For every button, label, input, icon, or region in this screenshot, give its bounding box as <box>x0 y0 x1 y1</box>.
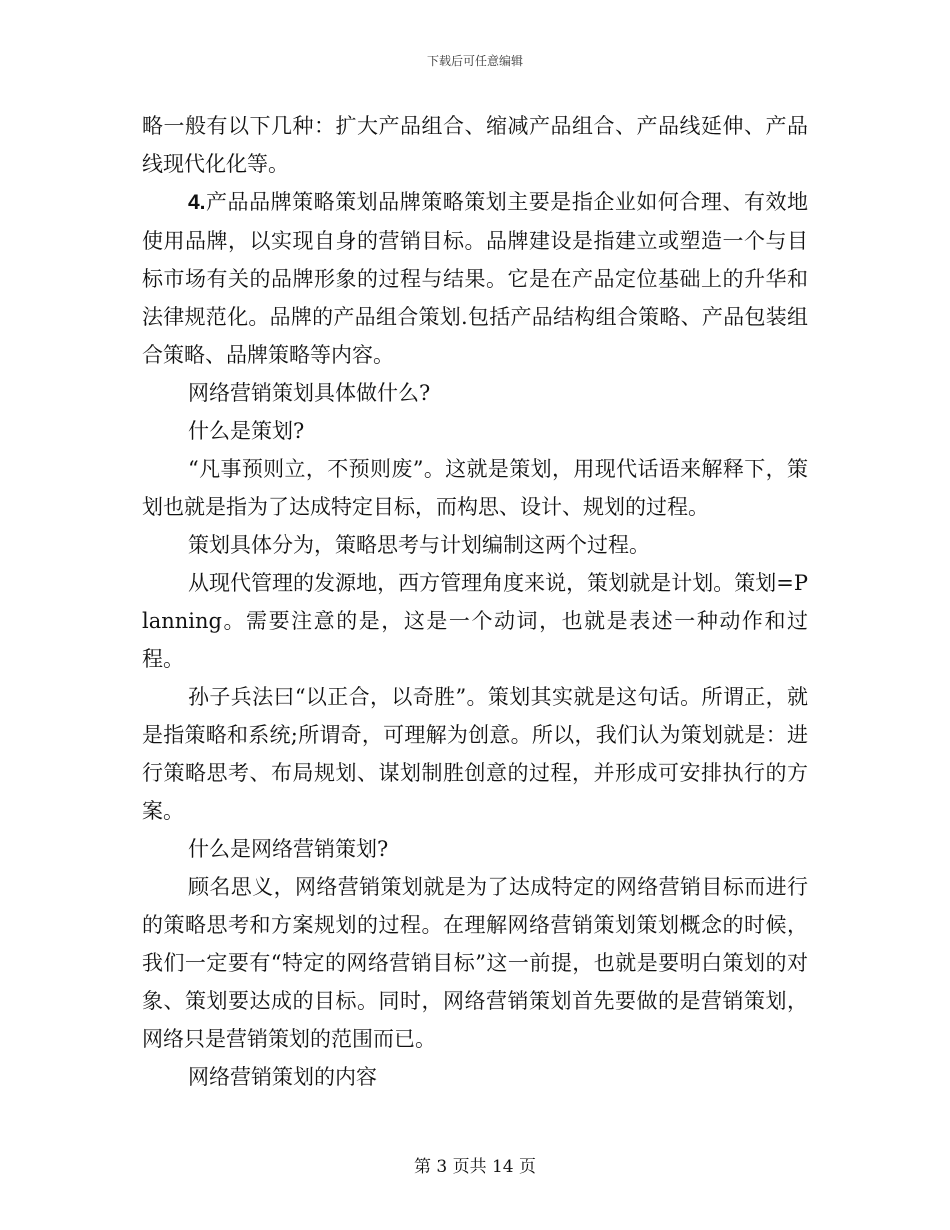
paragraph-planning-process: 策划具体分为，策略思考与计划编制这两个过程。 <box>188 533 650 557</box>
heading-what-is-online-marketing-planning: 什么是网络营销策划? <box>188 837 389 861</box>
paragraph-sunzi: 孙子兵法曰“以正合，以奇胜”。策划其实就是这句话。所谓正，就是指策略和系统;所谓奇，可理解为创意。所以，我们认为策划就是：进行策略思考、布局规划、谋划制胜创意的过程，并形成可安排执行的方案。 <box>142 685 808 823</box>
heading-online-marketing-content: 网络营销策划的内容 <box>188 1065 377 1089</box>
paragraph-online-marketing-definition: 顾名思义，网络营销策划就是为了达成特定的网络营销目标而进行的策略思考和方案规划的过程。在理解网络营销策划策划概念的时候，我们一定要有“特定的网络营销目标”这一前提，也就是要明白策划的对象、策划要达成的目标。同时，网络营销策划首先要做的是营销策划，网络只是营销策划的范围而已。 <box>142 875 808 1051</box>
paragraph-strategy-continued: 略一般有以下几种：扩大产品组合、缩减产品组合、产品线延伸、产品线现代化化等。 <box>142 114 808 176</box>
document-body <box>142 107 808 1096</box>
heading-what-is-planning: 什么是策划? <box>188 419 305 443</box>
paragraph-western-view: 从现代管理的发源地，西方管理角度来说，策划就是计划。策划=Planning。需要注意的是，这是一个动词，也就是表述一种动作和过程。 <box>142 571 808 671</box>
heading-what-to-do: 网络营销策划具体做什么? <box>188 381 431 405</box>
paragraph-planning-definition: “凡事预则立，不预则废”。这就是策划，用现代话语来解释下，策划也就是指为了达成特定目标，而构思、设计、规划的过程。 <box>142 457 808 519</box>
paragraph-brand-strategy <box>142 183 808 374</box>
paragraph-text: 产品品牌策略策划品牌策略策划主要是指企业如何合理、有效地使用品牌，以实现自身的营销目标。品牌建设是指建立或塑造一个与目标市场有关的品牌形象的过程与结果。它是在产品定位基础上的升华和法律规范化。品牌的产品组合策划.包括产品结构组合策略、产品包装组合策略、品牌策略等内容。 <box>142 190 808 367</box>
page-footer: 第 3 页共 14 页 <box>413 1157 537 1177</box>
list-number: 4. <box>188 191 206 214</box>
page-header: 下载后可任意编辑 <box>426 54 523 68</box>
